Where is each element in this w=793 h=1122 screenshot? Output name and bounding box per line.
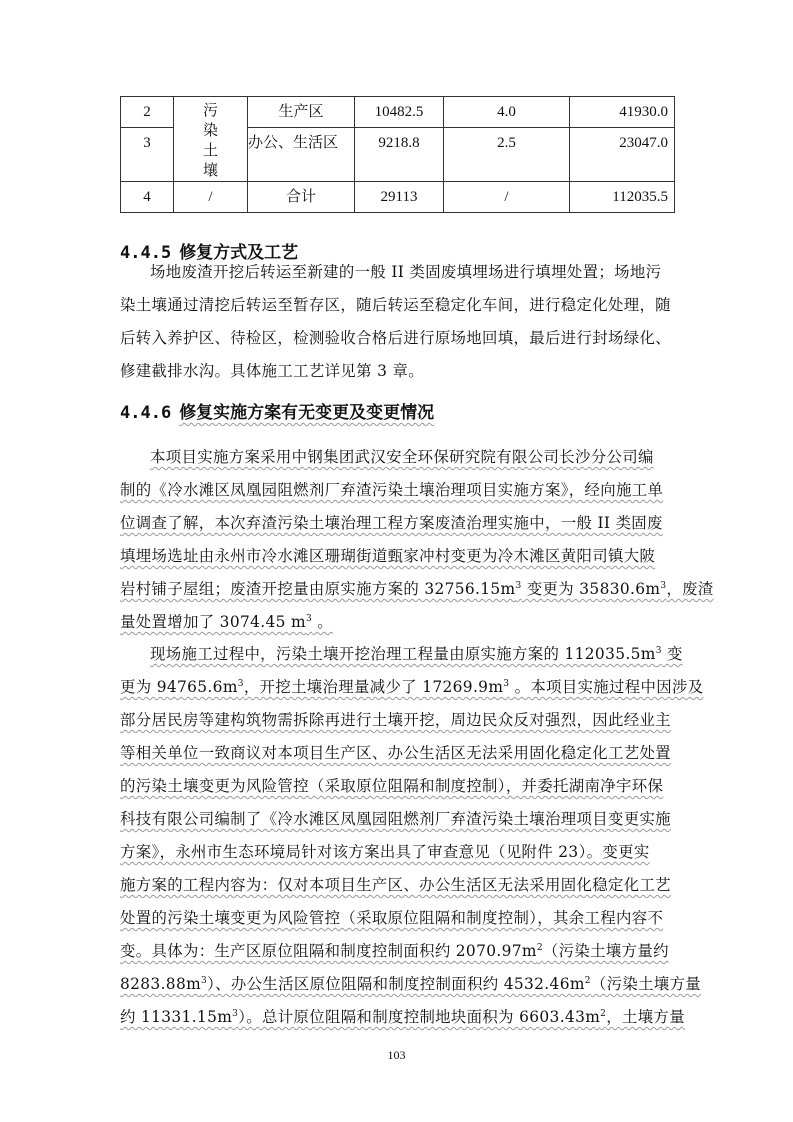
superscript: 2 — [536, 942, 543, 953]
page-number: 103 — [387, 1048, 406, 1062]
text-run: 变 — [661, 645, 683, 663]
section-title: 修复实施方案有无变更及变更情况 — [179, 403, 435, 423]
text-run: 。 — [312, 613, 334, 631]
text-run: ，开挖土壤治理量减少了 17269.9m — [243, 678, 504, 696]
area-value: 9218.8 — [378, 135, 420, 152]
line-text — [120, 942, 669, 960]
category-cell — [174, 182, 248, 213]
superscript: 3 — [503, 678, 510, 689]
text-run: ，废渣 — [666, 580, 714, 598]
area-cell — [355, 128, 444, 182]
paragraph-line — [120, 741, 674, 765]
paragraph-line — [120, 511, 674, 535]
paragraph-line — [120, 807, 674, 831]
text-run: ，土壤方量 — [606, 1008, 685, 1026]
category-char: 土 — [202, 143, 218, 159]
superscript: 3 — [655, 645, 662, 656]
paragraph-line — [120, 478, 674, 502]
paragraph-line: 染土壤通过清挖后转运至暂存区，随后转运至稳定化车间，进行稳定化处理，随 — [120, 296, 671, 314]
paragraph-line — [120, 708, 674, 732]
line-text: 本项目实施方案采用中钢集团武汉安全环保研究院有限公司长沙分公司编 — [150, 448, 654, 466]
line-text — [120, 975, 701, 993]
category-vertical-text — [174, 97, 247, 181]
paragraph-line — [120, 544, 674, 568]
paragraph-line — [120, 577, 714, 601]
area-cell — [355, 97, 444, 128]
superscript: 3 — [660, 580, 667, 591]
zone-name: 合计 — [285, 189, 316, 205]
line-text — [150, 645, 683, 663]
category-char: 壤 — [202, 163, 218, 179]
volume-value: 23047.0 — [619, 135, 668, 152]
section-number: 4.4.6 — [120, 403, 172, 423]
category-merged-cell — [174, 97, 248, 182]
text-run: （污染土壤方量 — [590, 975, 702, 993]
line-text: 处置的污染土壤变更为风险管控（采取原位阻隔和制度控制），其余工程内容不 — [120, 909, 664, 927]
text-run: 量处置增加了 3074.45 m — [120, 613, 306, 631]
superscript: 3 — [201, 975, 208, 986]
text-run: 更为 94765.6m — [120, 678, 238, 696]
row-number-cell — [121, 182, 174, 213]
section-title: 修复方式及工艺 — [179, 243, 299, 263]
text-run: 变更为 35830.6m — [521, 580, 661, 598]
row-number-cell — [121, 128, 174, 182]
paragraph-line — [120, 840, 674, 864]
line-text: 施方案的工程内容为：仅对本项目生产区、办公生活区无法采用固化稳定化工艺 — [120, 876, 671, 894]
row-number: 4 — [143, 189, 151, 205]
line-text: 填埋场选址由永州市冷水滩区珊瑚街道甄家冲村变更为冷木滩区黄阳司镇大陂 — [120, 547, 656, 565]
section-number: 4.4.5 — [120, 243, 172, 263]
volume-value: 112035.5 — [612, 189, 668, 205]
zone-name: 办公、生活区 — [248, 135, 339, 152]
area-value: 10482.5 — [374, 104, 424, 120]
area-cell — [355, 182, 444, 213]
line-text: 部分居民房等建构筑物需拆除再进行土壤开挖，周边民众反对强烈，因此经业主 — [120, 711, 671, 729]
paragraph-line — [120, 906, 674, 930]
line-text: 方案》，永州市生态环境局针对该方案出具了审查意见（见附件 23）。变更实 — [120, 843, 650, 861]
line-text: 位调查了解，本次弃渣污染土壤治理工程方案废渣治理实施中，一般 II 类固废 — [120, 514, 663, 532]
section-heading-4-4-6 — [120, 400, 434, 426]
line-text: 科技有限公司编制了《冷水滩区凤凰园阻燃剂厂弃渣污染土壤治理项目变更实施 — [120, 810, 671, 828]
superscript: 2 — [584, 975, 591, 986]
paragraph-line — [120, 972, 702, 996]
volume-cell — [570, 97, 675, 128]
depth-value: 4.0 — [497, 104, 516, 120]
depth-cell — [444, 97, 570, 128]
paragraph-line — [120, 939, 674, 963]
superscript: 3 — [515, 580, 522, 591]
superscript: 3 — [305, 613, 313, 624]
volume-cell — [570, 128, 675, 182]
line-text — [120, 1008, 685, 1026]
paragraph-line — [120, 610, 674, 634]
depth-value: / — [504, 189, 509, 205]
line-text — [120, 678, 704, 696]
depth-value: 2.5 — [497, 135, 516, 152]
zone-cell — [248, 182, 355, 213]
paragraph-line — [150, 445, 674, 469]
paragraph-line: 修建截排水沟。具体施工工艺详见第 3 章。 — [120, 362, 424, 380]
depth-cell — [444, 128, 570, 182]
paragraph-line — [120, 675, 704, 699]
paragraph-line: 后转入养护区、待检区，检测验收合格后进行原场地回填，最后进行封场绿化、 — [120, 329, 671, 347]
text-run: ）、办公生活区原位阻隔和制度控制面积约 4532.46m — [207, 975, 585, 993]
category-char: 污 — [202, 103, 218, 119]
superscript: 3 — [232, 1008, 239, 1019]
text-run: 变。具体为：生产区原位阻隔和制度控制面积约 2070.97m — [120, 942, 537, 960]
depth-cell — [444, 182, 570, 213]
zone-cell — [248, 128, 355, 182]
line-text — [120, 580, 714, 598]
line-text: 制的《冷水滩区凤凰园阻燃剂厂弃渣污染土壤治理项目实施方案》，经向施工单 — [120, 481, 664, 499]
zone-cell — [248, 97, 355, 128]
text-run: 。本项目实施过程中因涉及 — [509, 678, 704, 696]
text-run: ）。总计原位阻隔和制度控制地块面积为 6603.43m — [238, 1008, 601, 1026]
volume-value: 41930.0 — [619, 104, 668, 120]
line-text: 等相关单位一致商议对本项目生产区、办公生活区无法采用固化稳定化工艺处置 — [120, 744, 671, 762]
table-row — [121, 97, 675, 128]
text-run: （污染土壤方量约 — [542, 942, 669, 960]
text-run: 岩村铺子屋组；废渣开挖量由原实施方案的 32756.15m — [120, 580, 516, 598]
line-text: 的污染土壤变更为风险管控（采取原位阻隔和制度控制），并委托湖南净宇环保 — [120, 777, 664, 795]
paragraph-line — [150, 642, 683, 666]
zone-name: 生产区 — [278, 104, 324, 120]
category-char: 染 — [202, 123, 218, 139]
soil-volume-table — [120, 96, 675, 213]
row-number-cell — [121, 97, 174, 128]
area-value: 29113 — [380, 189, 418, 205]
superscript: 2 — [600, 1008, 607, 1019]
row-number: 3 — [143, 135, 151, 152]
category-value: / — [208, 189, 213, 205]
paragraph-line — [120, 1005, 685, 1029]
paragraph-line — [120, 873, 674, 897]
text-run: 约 11331.15m — [120, 1008, 233, 1026]
row-number: 2 — [143, 104, 151, 120]
line-text — [120, 613, 333, 631]
volume-cell — [570, 182, 675, 213]
paragraph-line — [120, 774, 674, 798]
paragraph-line: 场地废渣开挖后转运至新建的一般 II 类固废填埋场进行填埋处置；场地污 — [150, 263, 662, 281]
text-run: 8283.88m — [120, 975, 202, 993]
text-run: 现场施工过程中，污染土壤开挖治理工程量由原实施方案的 112035.5m — [150, 645, 656, 663]
superscript: 3 — [237, 678, 244, 689]
table-row-total — [121, 182, 675, 213]
